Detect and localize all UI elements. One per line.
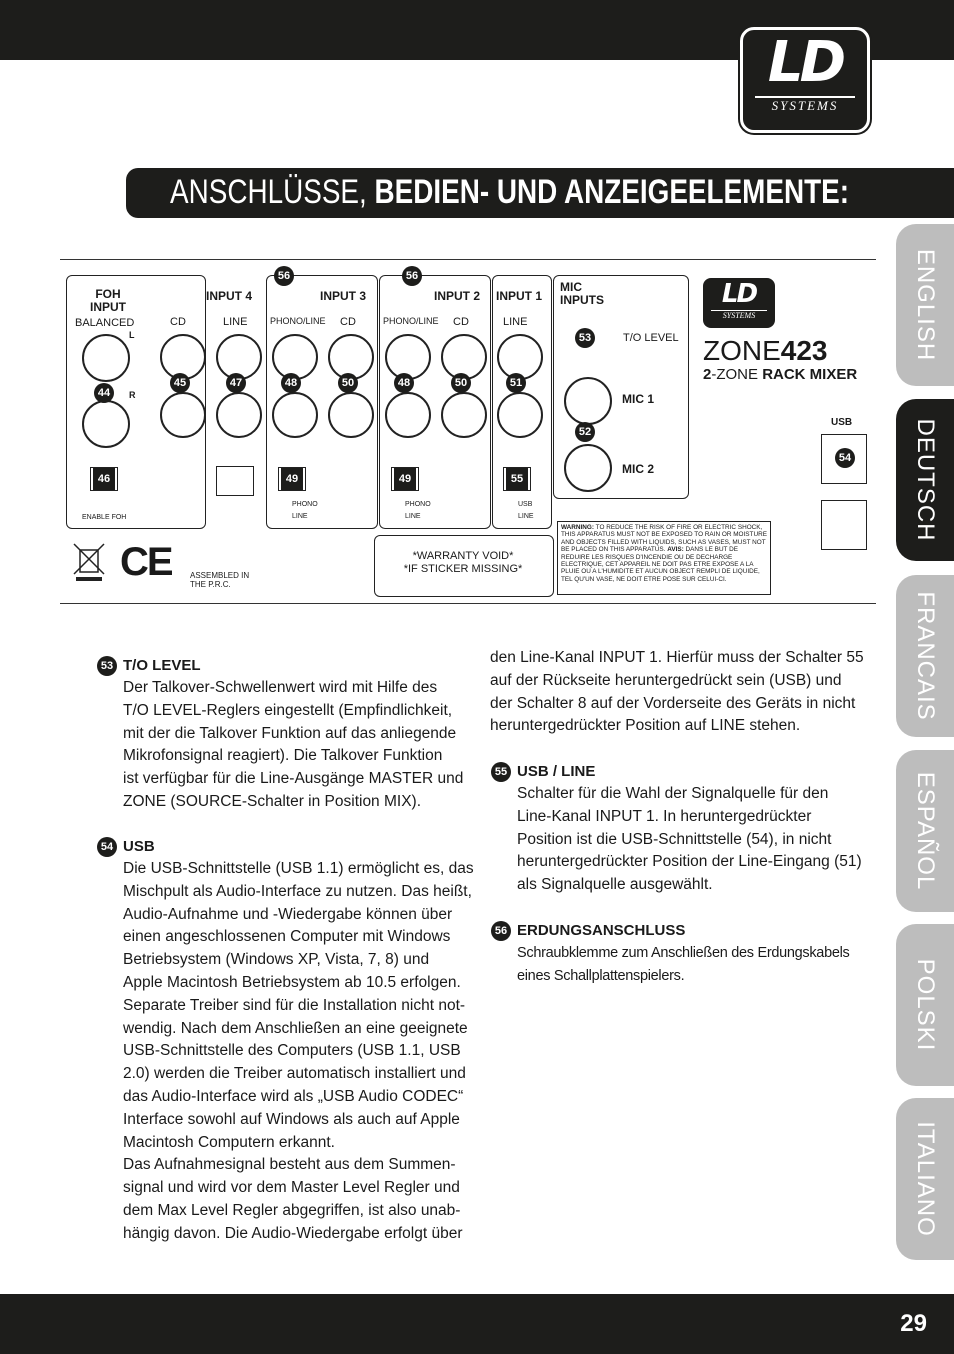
bottom-bar [0, 1294, 954, 1354]
input3-phono-label: PHONO [292, 501, 318, 508]
model-name-text: ZONE [703, 335, 781, 366]
marker-50-input3: 50 [338, 373, 358, 393]
section-54-continued: den Line-Kanal INPUT 1. Hierfür muss der Schalter 55 auf der Rückseite heruntergedrückt sein (USB) und der Schalter 8 auf der Vorderseite des Geräts in nicht heruntergedrückter Position auf LINE stehen. [490, 649, 864, 735]
input4-cd-label: CD [170, 316, 186, 328]
marker-47: 47 [226, 373, 246, 393]
foh-xlr-jack[interactable] [82, 334, 130, 382]
marker-51: 51 [506, 373, 526, 393]
tab-deutsch[interactable] [896, 399, 954, 561]
usb-label: USB [831, 417, 853, 428]
section-text: Der Talkover-Schwellenwert wird mit Hilfe des T/O LEVEL-Reglers eingestellt (Empfindlichkeit, mit der die Talkover Funktion auf das anliegende Mikrofonsignal reagiert). Die Talkover Funktion ist verfügbar für die Line-Ausgänge MASTER und ZONE (SOURCE-Schalter in Position MIX). [123, 679, 464, 810]
tab-italiano[interactable] [896, 1098, 954, 1260]
tab-label: ESPAÑOL [912, 771, 939, 891]
foh-l-label: L [129, 330, 135, 340]
page-number: 29 [900, 1310, 927, 1337]
panel-ld-logo [703, 278, 775, 328]
tab-label: DEUTSCH [912, 418, 939, 542]
input1-line-sw-label: LINE [518, 513, 534, 520]
section-number: 55 [491, 762, 511, 782]
title-normal: ANSCHLÜSSE, [170, 173, 367, 211]
input3-phono-line-label: PHONO/LINE [270, 316, 326, 326]
tab-label: FRANCAIS [912, 591, 939, 721]
tab-espanol[interactable] [896, 750, 954, 912]
marker-50-input2: 50 [451, 373, 471, 393]
model-number: 423 [780, 335, 828, 366]
warranty-text: *WARRANTY VOID* *IF STICKER MISSING* [403, 550, 523, 575]
input1-label: INPUT 1 [496, 289, 543, 303]
input3-label: INPUT 3 [320, 289, 367, 303]
input3-phono-switch[interactable] [278, 467, 306, 491]
marker-44: 44 [94, 383, 114, 403]
input3-phono-r-jack[interactable] [272, 392, 318, 438]
marker-55: 55 [506, 468, 528, 490]
warning-label [557, 521, 771, 595]
model-sub-bold: RACK MIXER [762, 366, 858, 383]
input2-phono-r-jack[interactable] [385, 392, 431, 438]
input1-line-r-jack[interactable] [497, 392, 543, 438]
marker-48-input3: 48 [281, 373, 301, 393]
blank-plate [821, 500, 867, 550]
warning-text: TO REDUCE THE RISK OF FIRE OR ELECTRIC SHOCK, THIS APPARATUS MUST NOT BE EXPOSED TO RAIN OR MOISTURE AND OBJECTS FILLED WITH LIQUIDS, SUCH AS VASES, MUST NOT BE PLACED ON THIS APPARATUS. [561, 524, 767, 554]
marker-56-input2: 56 [402, 266, 422, 286]
model-name [703, 336, 828, 366]
tab-english[interactable] [896, 224, 954, 386]
foh-input-label: FOH INPUT [90, 287, 126, 314]
section-text: Die USB-Schnittstelle (USB 1.1) ermöglicht es, das Mischpult als Audio-Interface zu nutzen. Das heißt, Audio-Aufnahme und -Wiedergabe können über einen angeschlossenen Computer mit Windows Betriebsystem (Windows XP, Vista, 7, 8) und Apple Macintosh Betriebsystem ab 10.5 erfolgen. Separate Treiber sind für die Installation nicht not- wendig. Nach dem Anschließen an eine geeignete USB-Schnittstelle des Computers (USB 1.1, USB 2.0) werden die Treiber automatisch installiert und das Audio-Interface wird als „USB Audio CODEC“ Interface sowohl auf Windows als auch auf Apple Macintosh Computern erkannt. Das Aufnahmesignal besteht aus dem Summen- signal und wird vor dem Master Level Regler und dem Max Level Regler abgegriffen, ist also unab- hängig davon. Die Audio-Wiedergabe erfolgt über [123, 860, 474, 1242]
usb-line-switch[interactable] [503, 467, 531, 491]
to-level-label: T/O LEVEL [623, 332, 679, 344]
section-title-bar [126, 168, 954, 218]
marker-48-input2: 48 [394, 373, 414, 393]
input4-label: INPUT 4 [206, 289, 253, 303]
section-heading: ERDUNGSANSCHLUSS [517, 922, 686, 939]
mic-inputs-label: MIC INPUTS [560, 280, 605, 307]
section-number: 56 [491, 921, 511, 941]
to-level-knob[interactable]: 53 [575, 328, 595, 348]
input2-phono-label: PHONO [405, 501, 431, 508]
enable-foh-label: ENABLE FOH [82, 514, 127, 521]
input1-usb-label: USB [518, 501, 533, 508]
warning-heading: WARNING: [561, 524, 595, 531]
mic2-jack[interactable] [564, 444, 612, 492]
tab-label: ENGLISH [912, 248, 939, 362]
tab-francais[interactable] [896, 575, 954, 737]
input3-cd-r-jack[interactable] [328, 392, 374, 438]
mic1-label: MIC 1 [622, 392, 655, 406]
section-text: Schalter für die Wahl der Signalquelle für den Line-Kanal INPUT 1. In heruntergedrückter Position ist die USB-Schnittstelle (54), in nicht heruntergedrückter Position der Line-Eingang (51) als Signalquelle ausgewählt. [517, 785, 862, 894]
logo-subtitle: SYSTEMS [755, 96, 855, 114]
ce-mark: CE [120, 540, 172, 584]
input4-line-label: LINE [223, 316, 248, 328]
section-heading: T/O LEVEL [123, 657, 201, 674]
section-number: 53 [97, 656, 117, 676]
page-title [170, 173, 849, 212]
input2-cd-r-jack[interactable] [441, 392, 487, 438]
input2-cd-label: CD [453, 316, 469, 328]
input3-cd-label: CD [340, 316, 356, 328]
tab-label: ITALIANO [912, 1121, 939, 1237]
panel-logo-subtitle: SYSTEMS [711, 310, 767, 320]
avis-text: DANS LE BUT DE REDUIRE LES RISQUES D'INCENDIE OU DE DECHARGE ELECTRIQUE, CET APPAREIL NE DOIT PAS ETRE EXPOSE A LA PLUIE OU A L'HUMIDITE ET AUCUN OBJECT REMPLI DE LIQUIDE, TEL QU'UN VASE, NE DOIT ETRE POSE SUR CELUI-CI. [561, 546, 760, 583]
assembled-in-label: ASSEMBLED IN THE P.R.C. [190, 571, 250, 589]
model-sub-text: -ZONE [711, 366, 763, 383]
input1-line-label: LINE [503, 316, 528, 328]
ld-systems-logo [740, 27, 870, 133]
section-heading: USB / LINE [517, 763, 596, 780]
marker-45: 45 [170, 373, 190, 393]
input2-label: INPUT 2 [434, 289, 481, 303]
input2-phono-line-label: PHONO/LINE [383, 316, 439, 326]
weee-bin-icon [72, 542, 106, 582]
section-number: 54 [97, 837, 117, 857]
marker-56-input3: 56 [274, 266, 294, 286]
marker-52: 52 [575, 422, 595, 442]
model-sub-number: 2 [703, 366, 712, 383]
mic2-label: MIC 2 [622, 462, 655, 476]
input3-line-label: LINE [292, 513, 308, 520]
mic1-jack[interactable] [564, 377, 612, 425]
input4-blank [216, 466, 254, 496]
enable-foh-switch[interactable] [90, 467, 118, 491]
rear-panel-diagram [60, 260, 876, 604]
input2-phono-switch[interactable] [391, 467, 419, 491]
marker-54: 54 [835, 448, 855, 468]
input4-cd-r-jack[interactable] [160, 392, 206, 438]
input2-line-label: LINE [405, 513, 421, 520]
panel-logo-mark: LD [721, 279, 757, 309]
tab-label: POLSKI [912, 958, 939, 1052]
marker-49-input2: 49 [394, 468, 416, 490]
foh-r-label: R [129, 390, 136, 400]
avis-heading: AVIS: [667, 546, 684, 554]
title-bold: BEDIEN- UND ANZEIGEELEMENTE: [374, 173, 850, 211]
marker-46: 46 [93, 468, 115, 490]
section-heading: USB [123, 838, 155, 855]
balanced-label: BALANCED [75, 317, 135, 329]
section-text: Schraubklemme zum Anschließen des Erdungskabels eines Schallplattenspielers. [517, 945, 850, 984]
marker-49-input3: 49 [281, 468, 303, 490]
input4-line-r-jack[interactable] [216, 392, 262, 438]
model-subtitle [703, 366, 857, 383]
foh-jack-r[interactable] [82, 400, 130, 448]
logo-mark: LD [767, 30, 843, 95]
tab-polski[interactable] [896, 924, 954, 1086]
